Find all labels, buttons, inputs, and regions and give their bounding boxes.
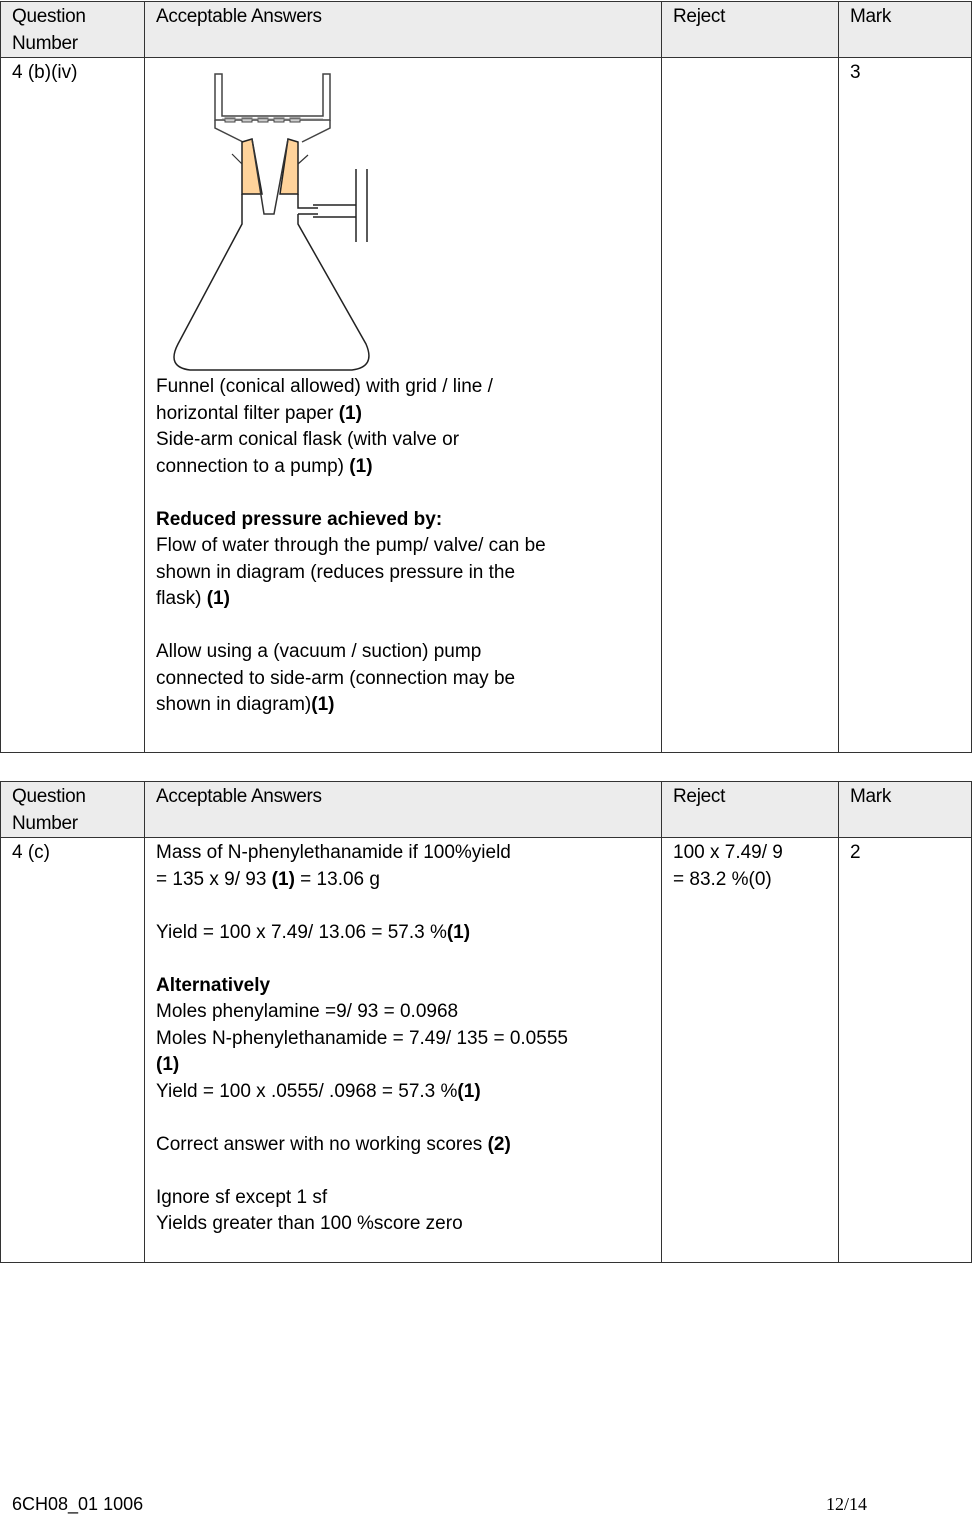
answer-subheading: Alternatively [156, 974, 271, 996]
answer-line: shown in diagram (reduces pressure in the [156, 561, 516, 583]
header-acceptable-answers: Acceptable Answers [145, 782, 662, 838]
answer-line: Ignore sf except 1 sf [156, 1186, 328, 1208]
answer-line: Mass of N-phenylethanamide if 100%yield [156, 842, 511, 863]
mark-scheme-table-4biv [0, 1, 972, 753]
answer-text: horizontal filter paper [156, 402, 339, 424]
answer-line [156, 454, 651, 481]
table-row [1, 838, 972, 1263]
answer-line [156, 1132, 651, 1159]
answer-line [156, 867, 651, 894]
answer-line [156, 692, 651, 719]
mark-cell: 2 [839, 838, 972, 1263]
header-question-number: Question Number [1, 2, 145, 58]
acceptable-answers-cell [145, 58, 662, 753]
acceptable-answers-cell [145, 838, 662, 1263]
answer-text: = 135 x 9/ 93 [156, 868, 272, 890]
reject-line: = 83.2 %(0) [673, 868, 772, 890]
reject-cell [662, 838, 839, 1263]
answer-line: Moles phenylamine =9/ 93 = 0.0968 [156, 1001, 459, 1022]
answer-line: Moles N-phenylethanamide = 7.49/ 135 = 0.0555 [156, 1027, 568, 1049]
reject-cell [662, 58, 839, 753]
answer-line: Allow using a (vacuum / suction) pump [156, 641, 482, 662]
table-header-row [1, 2, 972, 58]
mark-award: (1) [156, 1054, 180, 1075]
mark-cell: 3 [839, 58, 972, 753]
header-reject: Reject [662, 2, 839, 58]
spacer [156, 1158, 651, 1185]
answer-text: Yield = 100 x 7.49/ 13.06 = 57.3 % [156, 921, 447, 943]
question-number: 4 (b)(iv) [1, 58, 145, 753]
question-number: 4 (c) [1, 838, 145, 1263]
mark-award: (1) [338, 402, 362, 424]
footer-page-number: 12/14 [826, 1494, 868, 1514]
answer-line: connected to side-arm (connection may be [156, 667, 516, 689]
answer-text: = 13.06 g [294, 868, 380, 890]
spacer [156, 893, 651, 920]
spacer [156, 946, 651, 973]
mark-award: (1) [271, 868, 295, 890]
table-header-row [1, 782, 972, 838]
mark-award: (1) [206, 588, 230, 609]
answer-subheading: Reduced pressure achieved by: [156, 508, 443, 530]
header-question-number: Question Number [1, 782, 145, 838]
header-mark: Mark [839, 2, 972, 58]
mark-scheme-table-4c [0, 781, 972, 1263]
header-reject: Reject [662, 782, 839, 838]
answer-text: flask) [156, 588, 207, 609]
mark-award: (2) [487, 1133, 511, 1155]
answer-line: Flow of water through the pump/ valve/ can be [156, 535, 546, 556]
header-acceptable-answers: Acceptable Answers [145, 2, 662, 58]
answer-line: Side-arm conical flask (with valve or [156, 429, 460, 450]
header-mark: Mark [839, 782, 972, 838]
mark-award: (1) [311, 694, 335, 715]
answer-text: shown in diagram) [156, 694, 312, 715]
answer-text: Correct answer with no working scores [156, 1133, 488, 1155]
spacer [156, 613, 651, 640]
answer-line: Yields greater than 100 %score zero [156, 1213, 463, 1234]
reject-line: 100 x 7.49/ 9 [673, 842, 783, 863]
answer-line [156, 1079, 651, 1106]
mark-award: (1) [457, 1080, 481, 1102]
footer-document-code: 6CH08_01 1006 [12, 1494, 144, 1514]
answer-line [156, 401, 651, 428]
answer-text: Yield = 100 x .0555/ .0968 = 57.3 % [156, 1080, 458, 1102]
answer-text: connection to a pump) [156, 455, 350, 477]
answer-line: Funnel (conical allowed) with grid / line / [156, 376, 493, 397]
mark-award: (1) [446, 921, 471, 943]
mark-award: (1) [349, 455, 373, 477]
answer-line [156, 920, 651, 947]
spacer [156, 1105, 651, 1132]
answer-line [156, 586, 651, 613]
buchner-funnel-flask-diagram-icon [156, 64, 386, 374]
table-row [1, 58, 972, 753]
spacer [156, 480, 651, 507]
